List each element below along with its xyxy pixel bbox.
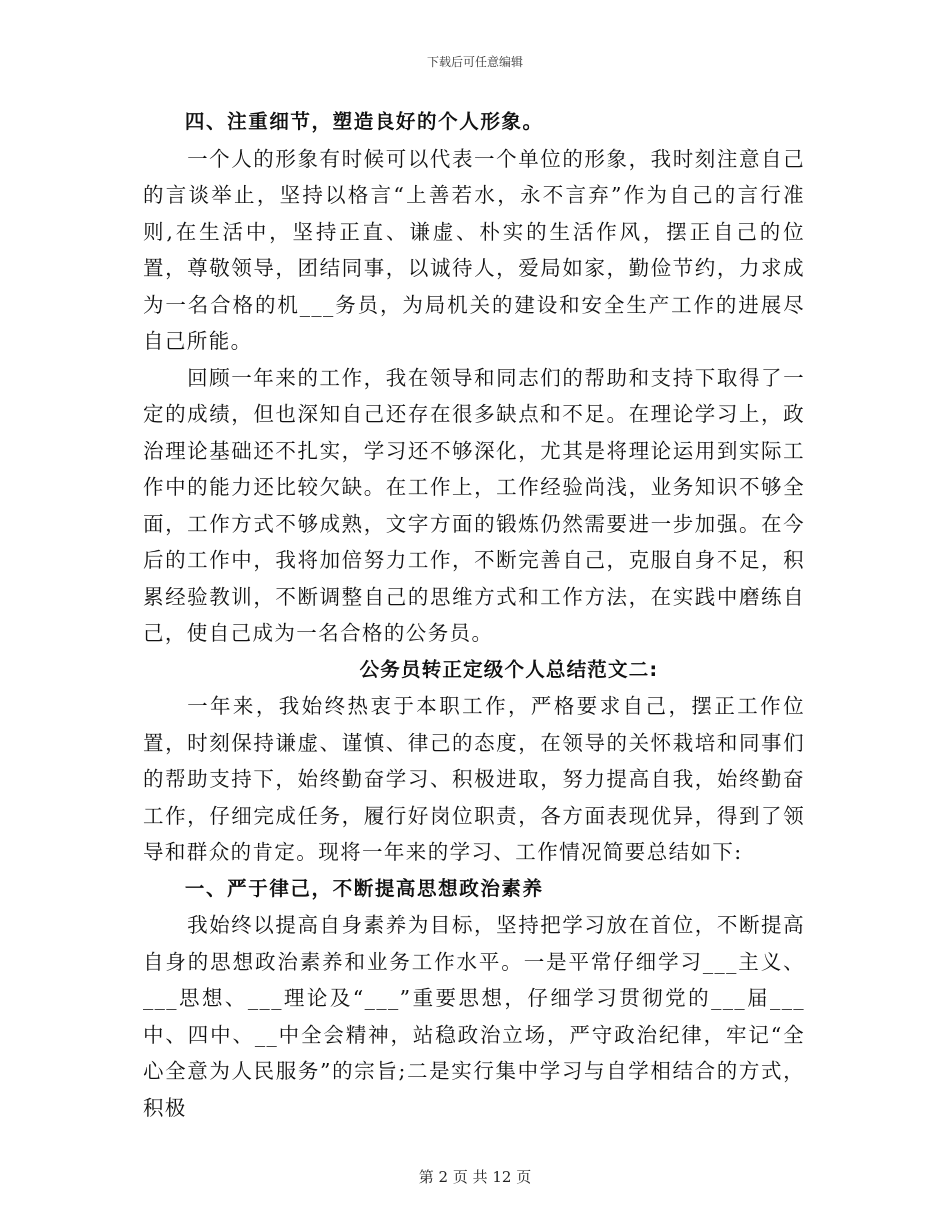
document-body xyxy=(143,104,805,1126)
intro-paragraph: 一年来，我始终热衷于本职工作，严格要求自己，摆正工作位置，时刻保持谦虚、谨慎、律己的态度，在领导的关怀栽培和同事们的帮助支持下，始终勤奋学习、积极进取，努力提高自我，始终勤奋工作，仔细完成任务，履行好岗位职责，各方面表现优异，得到了领导和群众的肯定。现将一年来的学习、工作情况简要总结如下: xyxy=(143,694,805,864)
page-header: 下载后可任意编辑 xyxy=(426,55,523,69)
review-paragraph: 回顾一年来的工作，我在领导和同志们的帮助和支持下取得了一定的成绩，但也深知自己还存在很多缺点和不足。在理论学习上，政治理论基础还不扎实，学习还不够深化，尤其是将理论运用到实际工作中的能力还比较欠缺。在工作上，工作经验尚浅，业务知识不够全面，工作方式不够成熟，文字方面的锻炼仍然需要进一步加强。在今后的工作中，我将加倍努力工作，不断完善自己，克服自身不足，积累经验教训，不断调整自己的思维方式和工作方法，在实践中磨练自己，使自己成为一名合格的公务员。 xyxy=(143,365,805,645)
sample-2-title: 公务员转正定级个人总结范文二: xyxy=(359,657,659,681)
section-4-paragraph: 一个人的形象有时候可以代表一个单位的形象，我时刻注意自己的言谈举止，坚持以格言“上善若水，永不言弃”作为自己的言行准则,在生活中，坚持正直、谦虚、朴实的生活作风，摆正自己的位置，尊敬领导，团结同事，以诚待人，爱局如家，勤俭节约，力求成为一名合格的机___务员，为局机关的建设和安全生产工作的进展尽自己所能。 xyxy=(143,146,805,353)
section-1-paragraph: 我始终以提高自身素养为目标，坚持把学习放在首位，不断提高自身的思想政治素养和业务工作水平。一是平常仔细学习___主义、___思想、___理论及“___”重要思想，仔细学习贯彻党的___届___中、四中、__中全会精神，站稳政治立场，严守政治纪律，牢记“全心全意为人民服务”的宗旨;二是实行集中学习与自学相结合的方式，积极 xyxy=(143,913,805,1120)
section-4-heading: 四、注重细节，塑造良好的个人形象。 xyxy=(184,110,544,133)
section-1-heading: 一、严于律己，不断提高思想政治素养 xyxy=(184,876,544,900)
page-footer: 第 2 页 共 12 页 xyxy=(418,1168,532,1186)
